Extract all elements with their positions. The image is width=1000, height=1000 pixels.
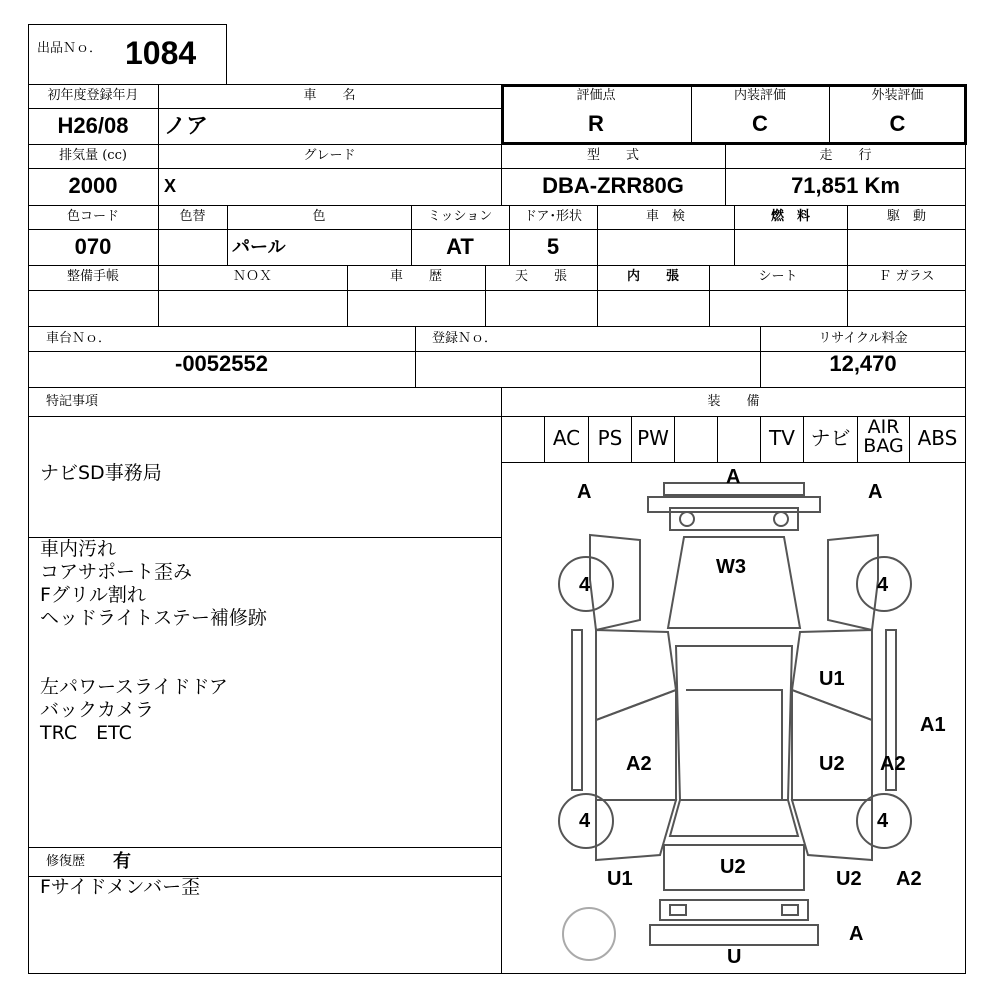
displacement-label: 排気量 (cc)	[59, 148, 127, 163]
equipment-tv: TV	[769, 426, 795, 450]
special-notes-label: 特記事項	[46, 394, 99, 409]
damage-tailgate: U2	[720, 856, 746, 878]
registration-number-label: 登録Ｎｏ．	[432, 331, 498, 346]
door-value: 5	[546, 234, 560, 259]
front-glass-label: Ｆ ガラス	[878, 269, 935, 284]
first-registration-value: H26/08	[57, 113, 129, 138]
tire-rear-right: 4	[877, 810, 889, 832]
note-line: ナビSD事務局	[40, 462, 162, 484]
chassis-number-label: 車台Ｎｏ．	[46, 331, 112, 346]
recycle-fee-value: 12,470	[829, 351, 897, 376]
damage-front-left: A	[577, 481, 592, 503]
note-line: ヘッドライトステー補修跡	[40, 607, 267, 629]
mileage-value: 71,851 Km	[791, 173, 900, 198]
mission-value: AT	[446, 234, 474, 259]
damage-rear-right-quarter: A2	[896, 868, 922, 890]
equipment-pw: PW	[637, 426, 669, 450]
maintenance-book-label: 整備手帳	[66, 269, 119, 284]
damage-right-door: U2	[819, 753, 845, 775]
car-damage-diagram	[502, 463, 965, 973]
color-code-label: 色コード	[66, 209, 119, 224]
equipment-label: 装 備	[707, 394, 760, 409]
displacement-value: 2000	[68, 173, 118, 198]
note-line: バックカメラ	[40, 699, 155, 721]
car-name-label: 車 名	[303, 88, 356, 103]
damage-rear-left: U1	[607, 868, 633, 890]
grade-label: グレード	[303, 148, 356, 163]
note-line: コアサポート歪み	[40, 561, 193, 583]
color-code-value: 070	[74, 234, 112, 259]
damage-left-side: A2	[626, 753, 652, 775]
repair-history-label: 修復歴	[46, 854, 86, 869]
seat-label: シート	[758, 269, 798, 284]
note-line: Fグリル割れ	[40, 584, 146, 606]
damage-right-rocker: A2	[880, 753, 906, 775]
recycle-fee-label: リサイクル料金	[818, 331, 908, 346]
color-label: 色	[312, 209, 326, 224]
score-label: 評価点	[576, 88, 616, 103]
note-line: TRC ETC	[40, 722, 132, 744]
damage-windshield: W3	[716, 556, 746, 578]
roof-lining-label: 天 張	[514, 269, 567, 284]
first-registration-label: 初年度登録年月	[47, 88, 139, 103]
lot-box	[28, 24, 227, 85]
damage-rear-bumper: U	[727, 946, 742, 968]
damage-right-side: A1	[920, 714, 946, 736]
inspection-label: 車 検	[645, 209, 685, 224]
damage-front-right: A	[868, 481, 883, 503]
damage-rear-right: U2	[836, 868, 862, 890]
color-value: パール	[232, 237, 286, 257]
damage-right-upper: U1	[819, 668, 845, 690]
exterior-score-label: 外装評価	[871, 88, 924, 103]
tire-rear-left: 4	[579, 810, 591, 832]
damage-front-bumper-center: A	[726, 466, 741, 488]
grade-value: X	[164, 176, 177, 196]
mission-label: ミッション	[427, 209, 493, 224]
repair-history-value: 有	[113, 851, 131, 871]
model-label: 型 式	[586, 148, 639, 163]
equipment-abs: ABS	[917, 426, 958, 450]
lot-number: 1084	[125, 35, 197, 71]
door-label: ドア･形状	[523, 209, 583, 224]
lot-label: 出品Ｎｏ．	[37, 41, 103, 56]
exterior-score-value: C	[889, 111, 906, 136]
car-name-value: ノア	[164, 113, 209, 138]
interior-score-label: 内装評価	[733, 88, 786, 103]
tire-front-right: 4	[877, 574, 889, 596]
repair-detail: Fサイドメンバー歪	[40, 876, 201, 898]
equipment-navi: ナビ	[810, 426, 851, 450]
drive-label: 駆 動	[886, 209, 926, 224]
note-line: 車内汚れ	[40, 538, 117, 560]
damage-rear-bumper-right: A	[849, 923, 864, 945]
equipment-ac: AC	[552, 426, 581, 450]
interior-lining-label: 内 張	[626, 269, 679, 284]
equipment-ps: PS	[597, 426, 623, 450]
tire-front-left: 4	[579, 574, 591, 596]
fuel-label: 燃 料	[770, 209, 810, 224]
nox-label: ＮＯＸ	[232, 269, 272, 284]
model-value: DBA-ZRR80G	[542, 173, 684, 198]
vehicle-history-label: 車 歴	[389, 269, 442, 284]
color-change-label: 色替	[179, 209, 206, 224]
mileage-label: 走 行	[819, 148, 872, 163]
interior-score-value: C	[752, 111, 768, 136]
chassis-number-value: -0052552	[175, 351, 268, 376]
equipment-airbag: AIR BAG	[863, 416, 904, 457]
score-value: R	[588, 111, 604, 136]
note-line: 左パワースライドドア	[40, 676, 228, 698]
